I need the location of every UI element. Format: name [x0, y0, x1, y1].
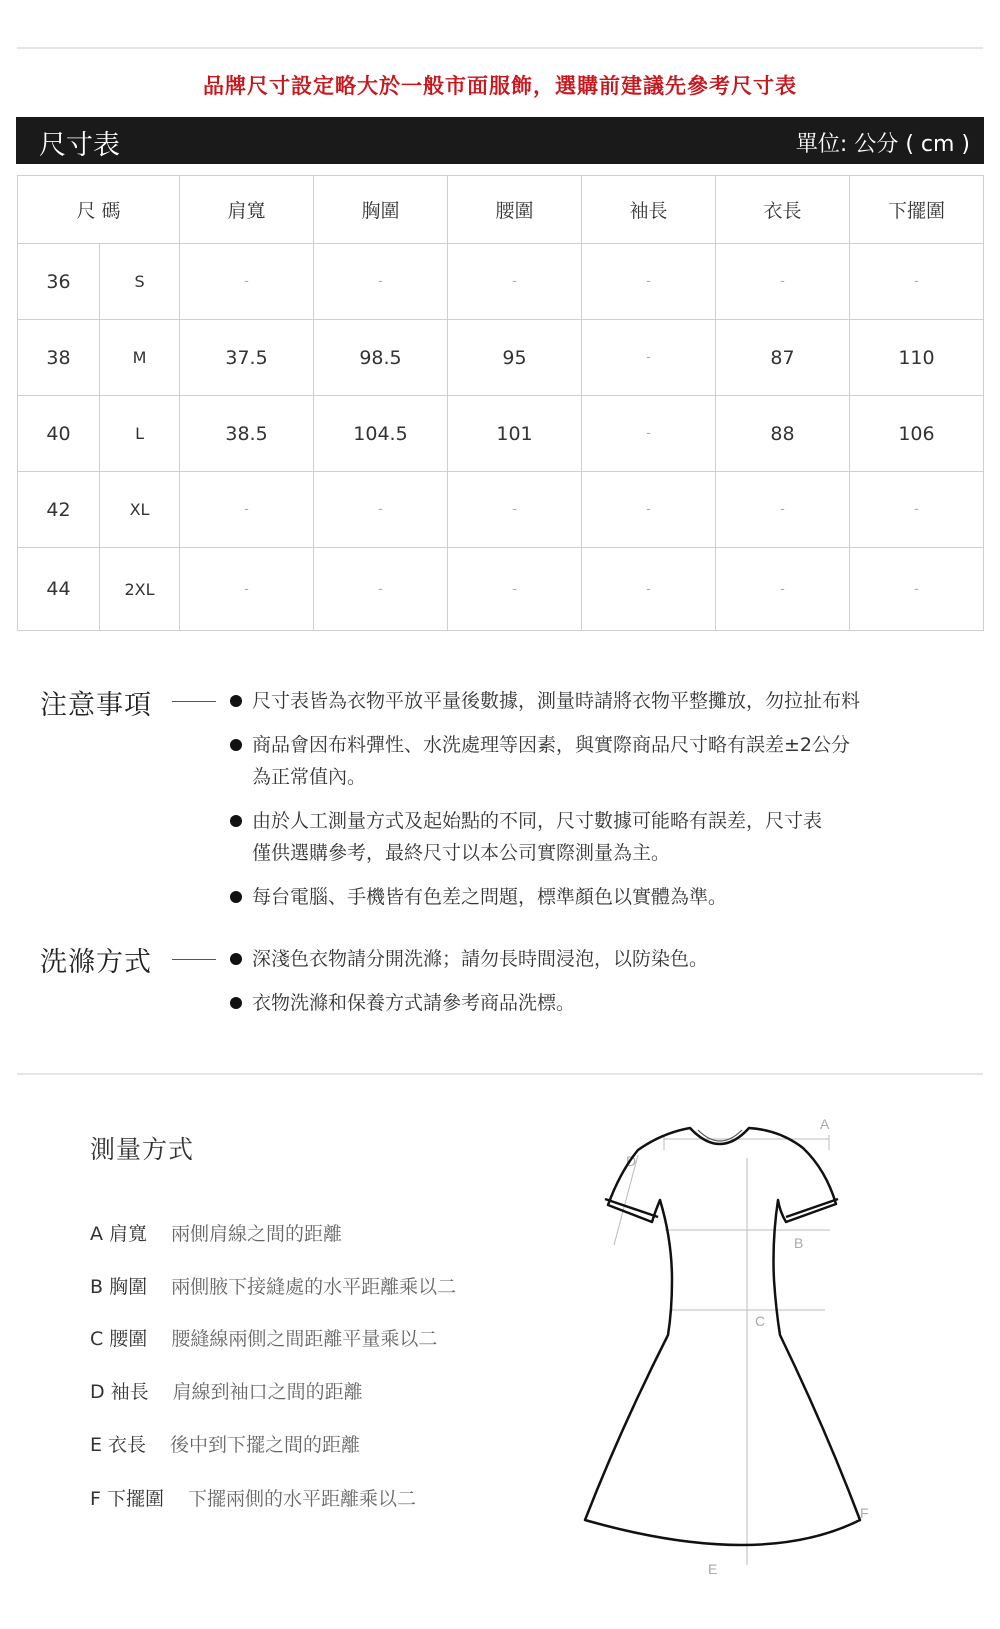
size-letter: S — [100, 244, 180, 320]
sleeve-value: - — [581, 396, 715, 472]
sleeve-value: - — [581, 320, 715, 396]
header-waist: 腰圍 — [448, 176, 582, 244]
header-length: 衣長 — [715, 176, 849, 244]
size-table — [17, 175, 984, 631]
dress-outline — [585, 1128, 860, 1545]
shoulder-value: - — [180, 472, 314, 548]
label-c: C — [755, 1313, 766, 1329]
measure-row-a: A 肩寬 兩側肩線之間的距離 — [90, 1223, 343, 1245]
chest-value: - — [314, 244, 448, 320]
washing-title: 洗滌方式 — [40, 947, 152, 978]
list-item: 商品會因布料彈性、水洗處理等因素，與實際商品尺寸略有誤差±2公分 為正常值內。 — [230, 729, 970, 793]
hem-value: 110 — [849, 320, 983, 396]
section-divider — [17, 1073, 983, 1075]
sleeve-value: - — [581, 244, 715, 320]
table-row — [18, 548, 984, 631]
size-letter: 2XL — [100, 548, 180, 631]
label-f: F — [860, 1505, 869, 1521]
notes-title: 注意事項 — [40, 690, 152, 721]
length-value: 88 — [715, 396, 849, 472]
waist-value: - — [448, 244, 582, 320]
list-item: 尺寸表皆為衣物平放平量後數據，測量時請將衣物平整攤放，勿拉扯布料 — [230, 685, 970, 717]
measure-row-f: F 下擺圍 下擺兩側的水平距離乘以二 — [90, 1488, 416, 1510]
shoulder-value: - — [180, 548, 314, 631]
size-number: 40 — [18, 396, 100, 472]
shoulder-value: - — [180, 244, 314, 320]
shoulder-value: 38.5 — [180, 396, 314, 472]
label-d: D — [626, 1153, 637, 1169]
waist-value: 101 — [448, 396, 582, 472]
measurement-title: 測量方式 — [90, 1135, 195, 1164]
list-item: 衣物洗滌和保養方式請參考商品洗標。 — [230, 987, 970, 1019]
washing-list — [230, 943, 970, 1019]
list-item: 每台電腦、手機皆有色差之問題，標準顏色以實體為準。 — [230, 881, 970, 913]
label-b: B — [794, 1235, 804, 1251]
chest-value: 104.5 — [314, 396, 448, 472]
table-row — [18, 396, 984, 472]
size-table-header-bar — [16, 117, 984, 164]
chest-value: 98.5 — [314, 320, 448, 396]
table-row — [18, 472, 984, 548]
hem-value: 106 — [849, 396, 983, 472]
size-notice: 品牌尺寸設定略大於一般市面服飾，選購前建議先參考尺寸表 — [203, 74, 797, 98]
shoulder-value: 37.5 — [180, 320, 314, 396]
waist-value: - — [448, 548, 582, 631]
dress-measurement-diagram — [580, 1100, 910, 1580]
size-number: 42 — [18, 472, 100, 548]
header-chest: 胸圍 — [314, 176, 448, 244]
sleeve-value: - — [581, 472, 715, 548]
list-item: 深淺色衣物請分開洗滌；請勿長時間浸泡，以防染色。 — [230, 943, 970, 975]
measure-row-d: D 袖長 肩線到袖口之間的距離 — [90, 1381, 363, 1403]
length-value: 87 — [715, 320, 849, 396]
length-value: - — [715, 548, 849, 631]
table-header-row — [18, 176, 984, 244]
table-row — [18, 244, 984, 320]
waist-value: 95 — [448, 320, 582, 396]
header-sleeve: 袖長 — [581, 176, 715, 244]
label-e: E — [708, 1561, 718, 1577]
chest-value: - — [314, 472, 448, 548]
size-number: 36 — [18, 244, 100, 320]
hem-value: - — [849, 244, 983, 320]
washing-divider-line — [172, 959, 216, 960]
sleeve-value: - — [581, 548, 715, 631]
size-letter: L — [100, 396, 180, 472]
header-hem: 下擺圍 — [849, 176, 983, 244]
measure-row-e: E 衣長 後中到下擺之間的距離 — [90, 1434, 361, 1456]
chest-value: - — [314, 548, 448, 631]
label-a: A — [820, 1116, 830, 1132]
size-number: 44 — [18, 548, 100, 631]
list-item: 由於人工測量方式及起始點的不同，尺寸數據可能略有誤差，尺寸表 僅供選購參考，最終尺寸以本公司實際測量為主。 — [230, 805, 970, 869]
hem-value: - — [849, 472, 983, 548]
size-table-title: 尺寸表 — [39, 130, 120, 161]
size-letter: M — [100, 320, 180, 396]
header-shoulder: 肩寬 — [180, 176, 314, 244]
notes-divider-line — [172, 701, 216, 702]
right-sleeve-cuff — [786, 1199, 838, 1217]
table-row — [18, 320, 984, 396]
unit-label: 單位: 公分 ( cm ) — [795, 132, 970, 157]
waist-value: - — [448, 472, 582, 548]
header-size: 尺 碼 — [18, 176, 180, 244]
size-letter: XL — [100, 472, 180, 548]
measure-row-c: C 腰圍 腰縫線兩側之間距離平量乘以二 — [90, 1328, 438, 1350]
size-number: 38 — [18, 320, 100, 396]
measure-row-b: B 胸圍 兩側腋下接縫處的水平距離乘以二 — [90, 1276, 457, 1298]
hem-value: - — [849, 548, 983, 631]
length-value: - — [715, 244, 849, 320]
length-value: - — [715, 472, 849, 548]
notes-list — [230, 685, 970, 913]
top-divider — [17, 47, 983, 49]
